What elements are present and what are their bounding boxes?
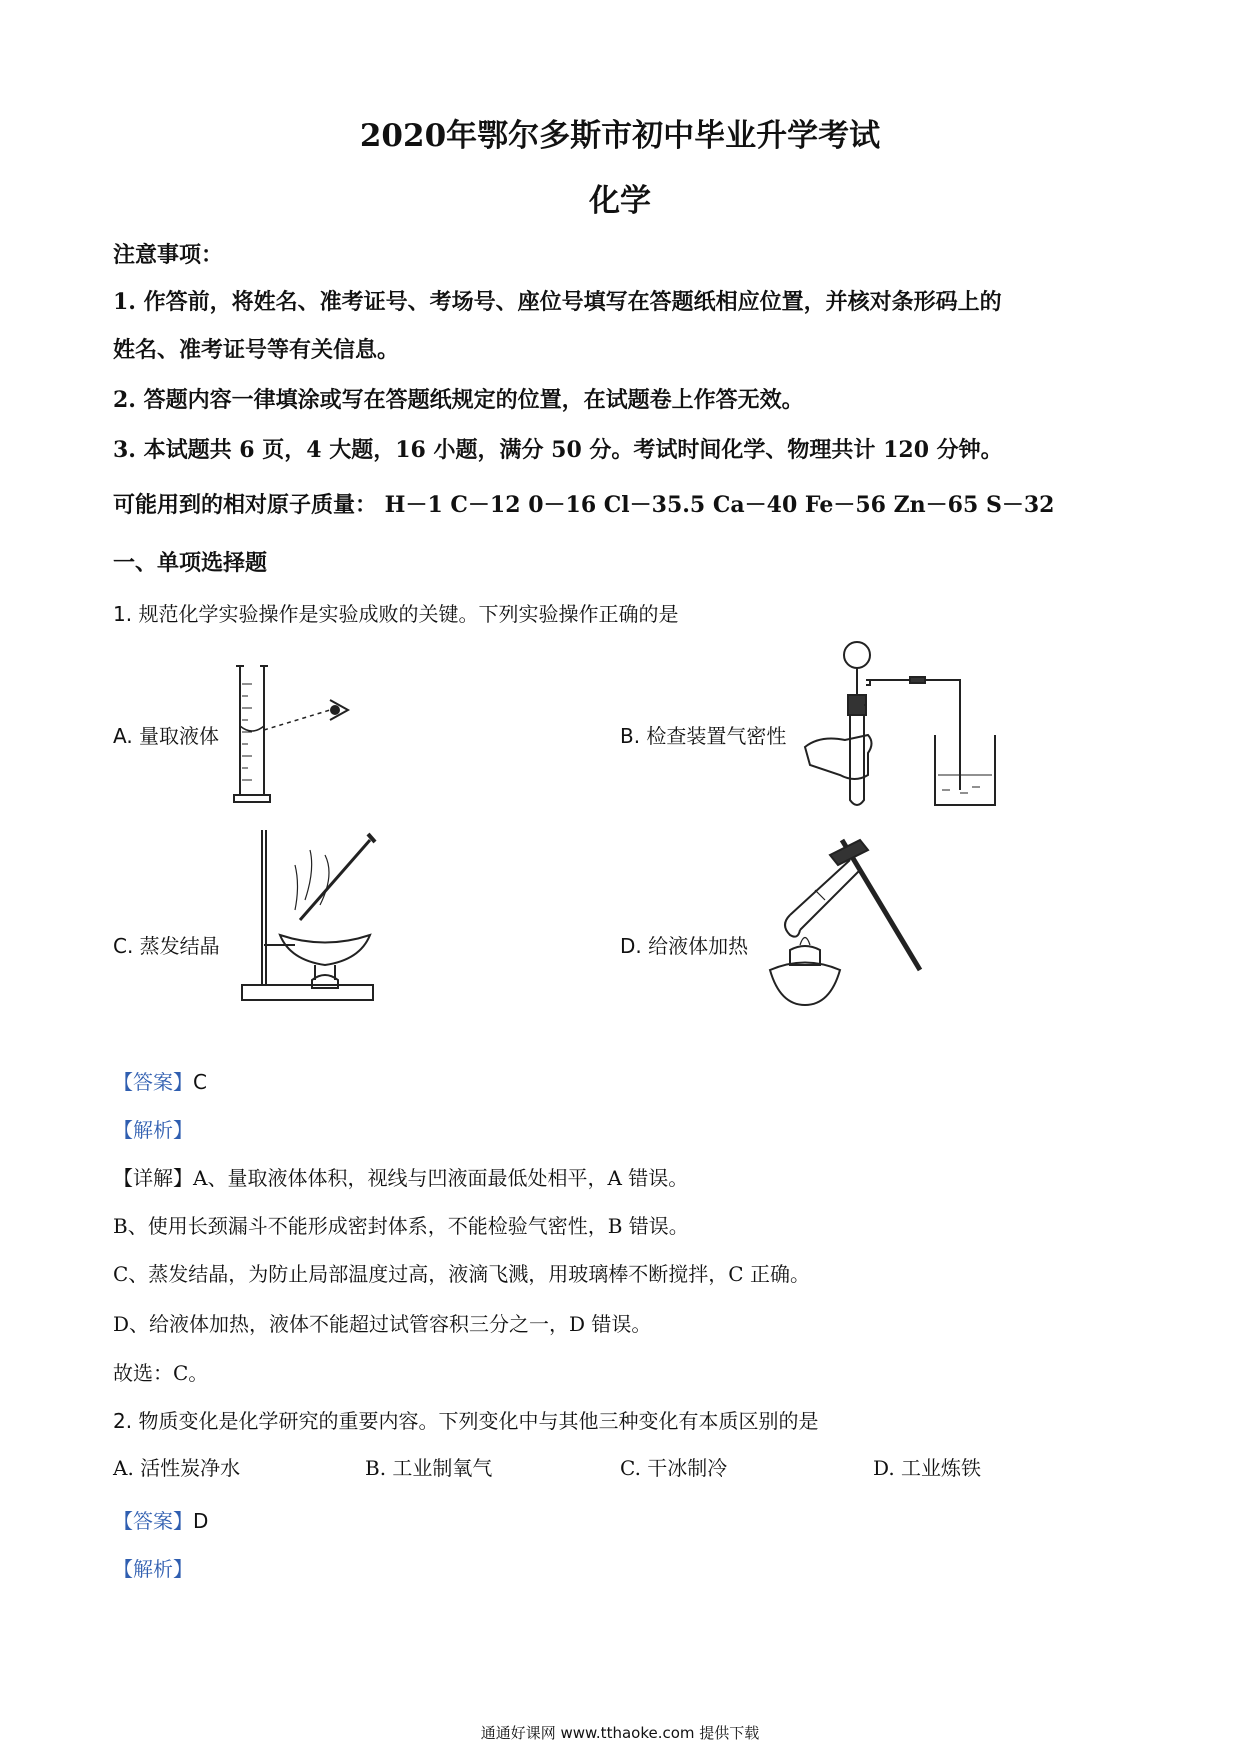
- q1-option-c: C. 蒸发结晶: [113, 934, 220, 958]
- q2-option-a: A. 活性炭净水: [113, 1456, 241, 1480]
- q1-detail-a: A、量取液体体积，视线与凹液面最低处相平，A 错误。: [193, 1166, 689, 1190]
- q1-detail-c: C、蒸发结晶，为防止局部温度过高，液滴飞溅，用玻璃棒不断搅拌，C 正确。: [113, 1262, 810, 1286]
- q2-option-b: B. 工业制氧气: [365, 1456, 493, 1480]
- q1-option-a: A. 量取液体: [113, 724, 220, 748]
- detail-label: 【详解】: [113, 1166, 193, 1190]
- notice-item-2: 2. 答题内容一律填涂或写在答题纸规定的位置，在试题卷上作答无效。: [113, 387, 804, 413]
- question-1-stem: 1. 规范化学实验操作是实验成败的关键。下列实验操作正确的是: [113, 602, 679, 626]
- q1-option-b: B. 检查装置气密性: [620, 724, 787, 748]
- notice-item-1-line-1: 1. 作答前，将姓名、准考证号、考场号、座位号填写在答题纸相应位置，并核对条形码上的: [113, 289, 1002, 315]
- notice-heading: 注意事项：: [113, 242, 224, 268]
- q2-answer: D: [193, 1509, 209, 1533]
- answer-label: 【答案】: [113, 1070, 193, 1094]
- notice-item-3: 3. 本试题共 6 页，4 大题，16 小题，满分 50 分。考试时间化学、物理共计 120 分钟。: [113, 437, 1003, 463]
- airtightness-apparatus-figure: [800, 635, 1010, 815]
- atomic-masses: 可能用到的相对原子质量： H－1 C－12 0－16 Cl－35.5 Ca－40 Fe－56 Zn－65 S－32: [113, 492, 1055, 518]
- q1-answer-row: [113, 1066, 207, 1095]
- footer-text: 通通好课网 www.tthaoke.com 提供下载: [480, 1724, 760, 1742]
- q2-analysis-label: 【解析】: [113, 1557, 193, 1581]
- q1-option-d: D. 给液体加热: [620, 934, 749, 958]
- q1-analysis-label: 【解析】: [113, 1118, 193, 1142]
- q2-option-c: C. 干冰制冷: [620, 1456, 728, 1480]
- q1-conclusion: 故选：C。: [113, 1361, 209, 1385]
- q2-answer-row: [113, 1505, 208, 1534]
- exam-title: 2020年鄂尔多斯市初中毕业升学考试: [359, 118, 881, 154]
- graduated-cylinder-figure: [230, 660, 370, 805]
- q1-detail-b: B、使用长颈漏斗不能形成密封体系，不能检验气密性，B 错误。: [113, 1214, 689, 1238]
- question-2-stem: 2. 物质变化是化学研究的重要内容。下列变化中与其他三种变化有本质区别的是: [113, 1409, 819, 1433]
- heating-test-tube-figure: [750, 830, 930, 1010]
- subject-title: 化学: [589, 183, 651, 219]
- answer-label: 【答案】: [113, 1509, 193, 1533]
- section-heading: 一、单项选择题: [113, 550, 268, 576]
- evaporation-setup-figure: [240, 830, 385, 1005]
- q2-option-d: D. 工业炼铁: [873, 1456, 982, 1480]
- notice-item-1-line-2: 姓名、准考证号等有关信息。: [113, 337, 400, 363]
- q1-detail-a-row: [113, 1162, 688, 1191]
- q1-detail-d: D、给液体加热，液体不能超过试管容积三分之一，D 错误。: [113, 1312, 652, 1336]
- q1-answer: C: [193, 1070, 207, 1094]
